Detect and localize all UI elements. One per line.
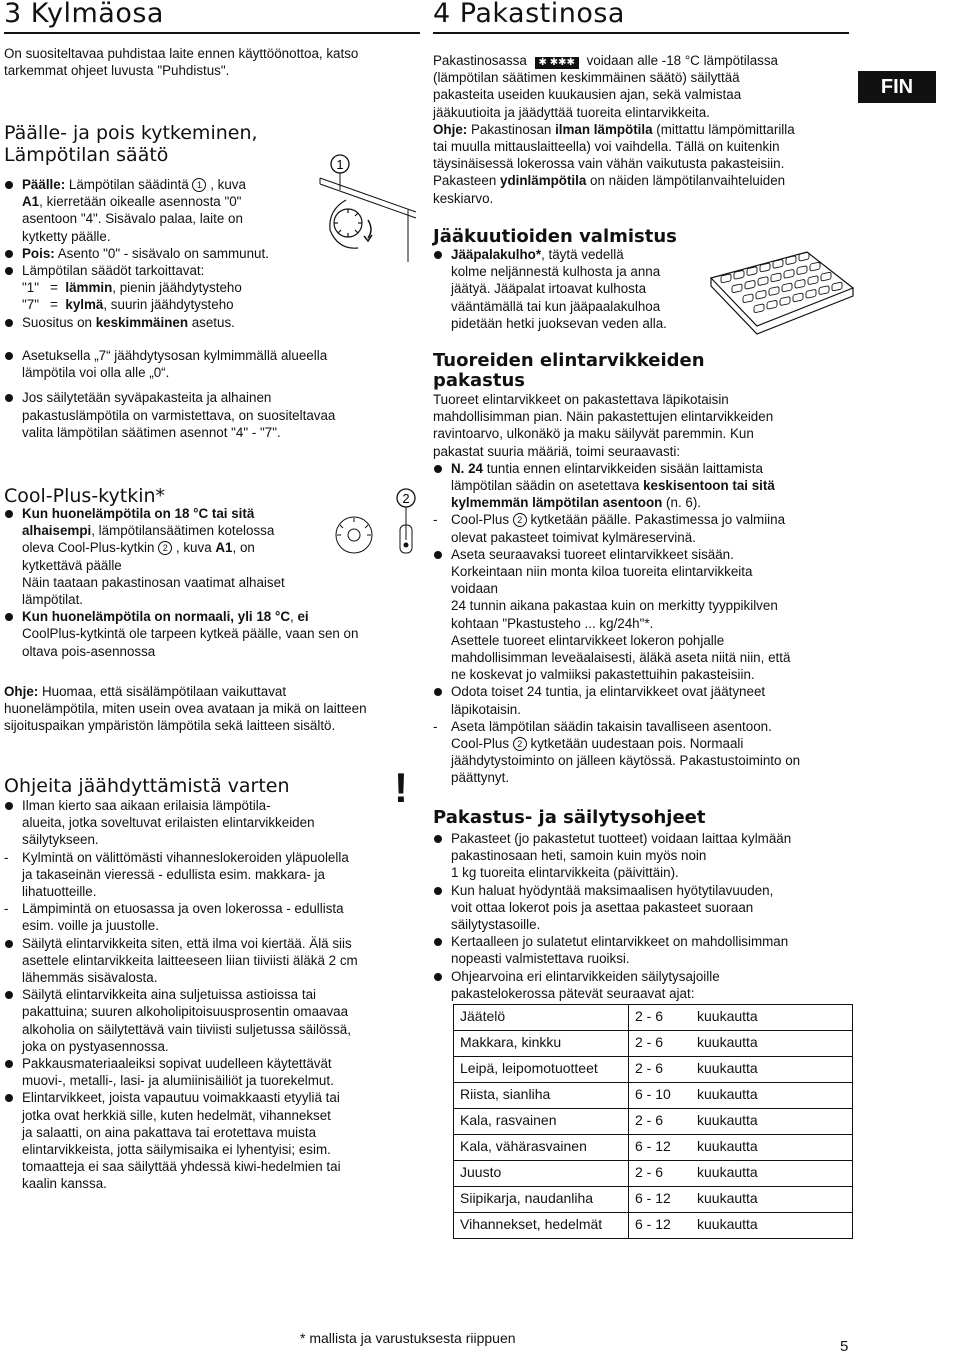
list-item: muovi-, metalli-, lasi- ja alumiinisäiliöt ja tuorekelmut. bbox=[22, 1073, 334, 1089]
ice-cell bbox=[806, 289, 816, 298]
months-range: 6 - 10 bbox=[629, 1083, 692, 1109]
coolplus-list bbox=[4, 505, 414, 660]
figure1-label: 1 bbox=[336, 157, 344, 172]
ice-cell bbox=[832, 282, 842, 291]
list-item: - Aseta lämpötilan säädin takaisin tavalliseen asentoon. bbox=[433, 718, 857, 735]
four-star-icon: ✱ ✱✱✱ bbox=[535, 57, 579, 69]
section-title-freezer: 4 Pakastinosa bbox=[433, 0, 849, 34]
ice-cell bbox=[732, 284, 742, 293]
warning-icon: ! bbox=[394, 764, 408, 811]
list-item: Suositus on keskimmäinen asetus. bbox=[4, 314, 314, 331]
ice-cell bbox=[808, 276, 818, 285]
cooling-heading: Ohjeita jäähdyttämistä varten bbox=[4, 775, 290, 797]
list-item: Kun haluat hyödyntää maksimaalisen hyötytilavuuden, bbox=[433, 882, 857, 899]
food-name: Leipä, leipomotuotteet bbox=[454, 1057, 629, 1083]
ice-cell bbox=[795, 279, 805, 288]
ice-cell bbox=[780, 296, 790, 305]
storage-heading: Pakastus- ja säilytysohjeet bbox=[433, 807, 706, 828]
list-item: Ohjearvoina eri elintarvikkeiden säilytysajoille bbox=[433, 968, 857, 985]
months-unit: kuukautta bbox=[691, 1005, 853, 1031]
list-item: pakastat suuria määriä, toimi seuraavasti: bbox=[433, 443, 681, 459]
table-row bbox=[454, 1083, 853, 1109]
list-item: Kun huonelämpötila on 18 °C tai sitä alhaisempi, lämpötilansäätimen kotelossa oleva Cool-Plus-kytkin 2 , kuva A1, on kytkettävä päälle Näin taataan pakastinosan vaatimat alhaiset lämpötilat. bbox=[4, 505, 414, 608]
ice-cell bbox=[797, 266, 807, 275]
ice-cell bbox=[771, 273, 781, 282]
thermostat-figure bbox=[318, 150, 418, 265]
list-item: ravintoarvo, ulkonäkö ja maku säilyvät paremmin. Kun bbox=[433, 426, 754, 442]
list-item: olevat pakasteet toimivat kylmäreservinä. bbox=[451, 529, 696, 545]
fresh-list bbox=[433, 391, 857, 787]
table-row bbox=[454, 1109, 853, 1135]
ice-cell bbox=[754, 304, 764, 313]
months-unit: kuukautta bbox=[691, 1057, 853, 1083]
list-item: Odota toiset 24 tuntia, ja elintarvikkeet ovat jäätyneet bbox=[433, 683, 857, 700]
food-name: Makkara, kinkku bbox=[454, 1031, 629, 1057]
table-row bbox=[454, 1135, 853, 1161]
right-column bbox=[433, 0, 863, 34]
list-item: N. 24 tuntia ennen elintarvikkeiden sisään laittamista bbox=[433, 460, 857, 477]
note-paragraph: Ohje: Huomaa, että sisälämpötilaan vaikuttavat huonelämpötila, miten usein ovea avataan ja mikä on laitteen sijoituspaikan ympäristön lämpötila sekä laitteen sisältö. bbox=[4, 684, 367, 734]
cooling-list bbox=[4, 797, 420, 1193]
months-range: 6 - 12 bbox=[629, 1187, 692, 1213]
list-item: pakattuina; suuren alkoholipitoisuusprosentin omaavaa bbox=[22, 1004, 349, 1020]
list-item: läpikotaisin. bbox=[451, 701, 521, 717]
table-row bbox=[454, 1031, 853, 1057]
onoff-heading: Päälle- ja pois kytkeminen, Lämpötilan säätö bbox=[4, 122, 258, 166]
list-item: asettele elintarvikkeita laitteeseen liian tiiviisti äläkä 2 cm bbox=[22, 952, 358, 968]
fresh-heading: Tuoreiden elintarvikkeiden pakastus bbox=[433, 350, 705, 391]
food-name: Siipikarja, naudanliha bbox=[454, 1187, 629, 1213]
list-item: Aseta seuraavaksi tuoreet elintarvikkeet sisään. bbox=[433, 546, 857, 563]
food-name: Jäätelö bbox=[454, 1005, 629, 1031]
list-item: ne koskevat jo valmiiksi pakastettuihin pakasteisiin. bbox=[451, 667, 755, 683]
months-range: 2 - 6 bbox=[629, 1109, 692, 1135]
list-item: Pois: Asento "0" - sisävalo on sammunut. bbox=[4, 245, 314, 262]
list-item: Asetuksella „7“ jäähdytysosan kylmimmällä alueella lämpötila voi olla alle „0“. bbox=[4, 347, 420, 381]
list-item: tomaatteja ei saa säilyttää yhdessä kiwi-hedelmien tai bbox=[22, 1159, 341, 1175]
ice-cell bbox=[782, 283, 792, 292]
list-item: Lämpötilan säädöt tarkoittavat: "1" = lämmin, pienin jäähdytysteho "7" = kylmä, suurin jäähdytysteho bbox=[4, 262, 314, 314]
table-row bbox=[454, 1187, 853, 1213]
months-unit: kuukautta bbox=[691, 1135, 853, 1161]
list-item: jäähdytystoiminto on jälleen käytössä. Pakastustoiminto on bbox=[451, 753, 801, 769]
list-item: 1 kg tuoreita elintarvikkeita (päivittäin). bbox=[451, 865, 679, 881]
list-item: mahdollisimman pian. Näin pakastettujen elintarvikkeiden bbox=[433, 409, 774, 425]
list-item: Asettele tuoreet elintarvikkeet lokeron pohjalle bbox=[451, 632, 725, 648]
list-item: Pakasteet (jo pakastetut tuotteet) voidaan laittaa kylmään bbox=[433, 830, 857, 847]
list-item: pakastinosaan heti, samoin kuin myös noin bbox=[451, 848, 707, 864]
ice-heading: Jääkuutioiden valmistus bbox=[433, 226, 677, 247]
months-range: 6 - 12 bbox=[629, 1213, 692, 1239]
list-item: nopeasti valmistettava ruoiksi. bbox=[451, 951, 630, 967]
ice-cell bbox=[810, 262, 820, 271]
ice-cell bbox=[784, 269, 794, 278]
ice-cell bbox=[769, 287, 779, 296]
food-name: Riista, sianliha bbox=[454, 1083, 629, 1109]
list-item: voit ottaa lokerot pois ja asettaa pakasteet suoraan bbox=[451, 899, 754, 915]
food-name: Vihannekset, hedelmät bbox=[454, 1213, 629, 1239]
list-item: alkoholia on säilytettävä vain tiiviisti suljetussa säilössä, bbox=[22, 1021, 351, 1037]
list-item: - Kylmintä on välittömästi vihanneslokeroiden yläpuolella bbox=[4, 849, 420, 866]
ice-cell bbox=[819, 286, 829, 295]
food-name: Kala, vähärasvainen bbox=[454, 1135, 629, 1161]
language-badge: FIN bbox=[858, 71, 936, 103]
ice-cell bbox=[745, 280, 755, 289]
list-item: Jääpalakulho*, täytä vedellä kolme neljännestä kulhosta ja anna jäätyä. Jääpalat irtoavat kulhosta vääntämällä tai kun jääpaalakulhoa pidetään hetki juoksevan veden alla. bbox=[433, 246, 713, 332]
onoff-list bbox=[4, 176, 314, 331]
list-item: mahdollisimman leveäalaisesti, äläkä aseta niitä niin, että bbox=[451, 650, 791, 666]
list-item: Tuoreet elintarvikkeet on pakastettava läpikotaisin bbox=[433, 392, 729, 407]
list-item: säilytystasoille. bbox=[451, 917, 541, 933]
list-item: alueita, jotka soveltuvat erilaisten elintarvikkeiden bbox=[22, 815, 315, 831]
table-row bbox=[454, 1161, 853, 1187]
months-range: 2 - 6 bbox=[629, 1057, 692, 1083]
list-item: Korkeintaan niin monta kiloa tuoreita elintarvikkeita bbox=[451, 564, 753, 580]
list-item: lämpötilan säädin on asetettava keskisentoon tai sitä bbox=[451, 478, 775, 494]
ice-cell bbox=[793, 293, 803, 302]
list-item: lähemmäs sisävalosta. bbox=[22, 970, 158, 986]
list-item: Kun huonelämpötila on normaali, yli 18 °C, ei CoolPlus-kytkintä ole tarpeen kytkeä päälle, vaan sen on oltava pois-asennossa bbox=[4, 608, 414, 660]
food-name: Juusto bbox=[454, 1161, 629, 1187]
list-item: joka on pystyasennossa. bbox=[22, 1038, 169, 1054]
list-item: Säilytä elintarvikkeita aina suljetuissa astioissa tai bbox=[4, 986, 420, 1003]
months-unit: kuukautta bbox=[691, 1213, 853, 1239]
storage-list bbox=[433, 830, 857, 1002]
months-unit: kuukautta bbox=[691, 1109, 853, 1135]
list-item: ja takaseinän vieressä - edullista esim. makkara- ja bbox=[22, 866, 325, 882]
ice-cell bbox=[821, 272, 831, 281]
list-item: Jos säilytetään syväpakasteita ja alhainen pakastuslämpötila on varmistettava, on suositeltavaa valita lämpötilan säätimen asennot "4" - "7". bbox=[4, 389, 420, 441]
months-unit: kuukautta bbox=[691, 1083, 853, 1109]
freezer-intro: Pakastinosassa ✱ ✱✱✱ voidaan alle -18 °C lämpötilassa (lämpötilan säätimen keskimmäinen säätö) säilyttää pakasteita useiden kuukausien ajan, sekä valmistaa jääkuutioita ja jäädyttää tuoreita elintarvikkeita. Ohje: Pakastinosan ilman lämpötila (mittattu lämpömittarilla tai muulla mittauslaitteella) voi vaihdella. Tällä on kuitenkin täysinäisessä lokerossa vain vähän vaikutusta pakasteisiin. Pakasteen ydinlämpötila on näiden lämpötilanvaihteluiden keskiarvo. bbox=[433, 53, 795, 206]
ice-tray-image bbox=[707, 248, 857, 338]
ice-cell bbox=[758, 277, 768, 286]
months-range: 2 - 6 bbox=[629, 1005, 692, 1031]
list-item: jotka ovat herkkiä sille, kuten hedelmät, vihannekset bbox=[22, 1107, 331, 1123]
list-item: kaalin kanssa. bbox=[22, 1176, 107, 1192]
list-item: ja salaatti, on aina pakattava tai erotettava muista bbox=[22, 1124, 317, 1140]
list-item: pakastelokerossa pätevät seuraavat ajat: bbox=[451, 985, 695, 1001]
list-item: Cool-Plus 2 kytketään uudestaan pois. Normaali bbox=[451, 736, 744, 752]
list-item: voidaan bbox=[451, 581, 498, 597]
ice-cell bbox=[756, 290, 766, 299]
table-row bbox=[454, 1213, 853, 1239]
months-unit: kuukautta bbox=[691, 1161, 853, 1187]
list-item: päättynyt. bbox=[451, 770, 510, 786]
list-item: Pakkausmateriaaleiksi sopivat uudelleen käytettävät bbox=[4, 1055, 420, 1072]
list-item: Ilman kierto saa aikaan erilaisia lämpötila- bbox=[4, 797, 420, 814]
list-item: kylmemmän lämpötilan asentoon (n. 6). bbox=[451, 495, 702, 511]
setting-notes bbox=[4, 347, 420, 441]
list-item: Elintarvikkeet, joista vapautuu voimakkaasti etyyliä tai bbox=[4, 1089, 420, 1106]
months-range: 2 - 6 bbox=[629, 1031, 692, 1057]
figure2-label: 2 bbox=[402, 491, 410, 506]
table-row bbox=[454, 1057, 853, 1083]
list-item: Päälle: Lämpötilan säädintä 1 , kuva A1, kierretään oikealle asennosta "0" asentoon "4". Sisävalo palaa, laite on kytketty päälle. bbox=[4, 176, 314, 245]
months-unit: kuukautta bbox=[691, 1187, 853, 1213]
months-range: 2 - 6 bbox=[629, 1161, 692, 1187]
list-item: lihatuotteille. bbox=[22, 884, 97, 900]
list-item: kohtaan "Pkastusteho ... kg/24h"*. bbox=[451, 615, 654, 631]
months-range: 6 - 12 bbox=[629, 1135, 692, 1161]
list-item: 24 tunnin aikana pakastaa kuin on merkitty tyyppikilven bbox=[451, 598, 778, 614]
months-unit: kuukautta bbox=[691, 1031, 853, 1057]
left-column bbox=[4, 0, 424, 34]
list-item: - Cool-Plus 2 kytketään päälle. Pakastimessa jo valmiina bbox=[433, 511, 857, 528]
intro-text: On suositeltavaa puhdistaa laite ennen käyttöönottoa, katso tarkemmat ohjeet luvusta "Puhdistus". bbox=[4, 46, 359, 79]
table-row bbox=[454, 1005, 853, 1031]
list-item: Kertaalleen jo sulatetut elintarvikkeet on mahdollisimman bbox=[433, 933, 857, 950]
list-item: - Lämpimintä on etuosassa ja oven lokerossa - edullista bbox=[4, 900, 420, 917]
list-item: säilytykseen. bbox=[22, 832, 99, 848]
list-item: esim. voille ja juustolle. bbox=[22, 918, 159, 934]
ice-cell bbox=[743, 294, 753, 303]
section-title-fridge: 3 Kylmäosa bbox=[4, 0, 420, 34]
storage-time-table bbox=[453, 1004, 853, 1239]
list-item: elintarvikkeista, jotta säilymisaika ei lyhentyisi; esim. bbox=[22, 1142, 331, 1158]
ice-list bbox=[433, 246, 713, 332]
ice-cell bbox=[767, 300, 777, 309]
page-number: 5 bbox=[840, 1338, 849, 1355]
footnote: * mallista ja varustuksesta riippuen bbox=[300, 1330, 516, 1346]
list-item: Säilytä elintarvikkeita siten, että ilma voi kiertää. Älä siis bbox=[4, 935, 420, 952]
coolplus-heading: Cool-Plus-kytkin* bbox=[4, 485, 166, 507]
food-name: Kala, rasvainen bbox=[454, 1109, 629, 1135]
